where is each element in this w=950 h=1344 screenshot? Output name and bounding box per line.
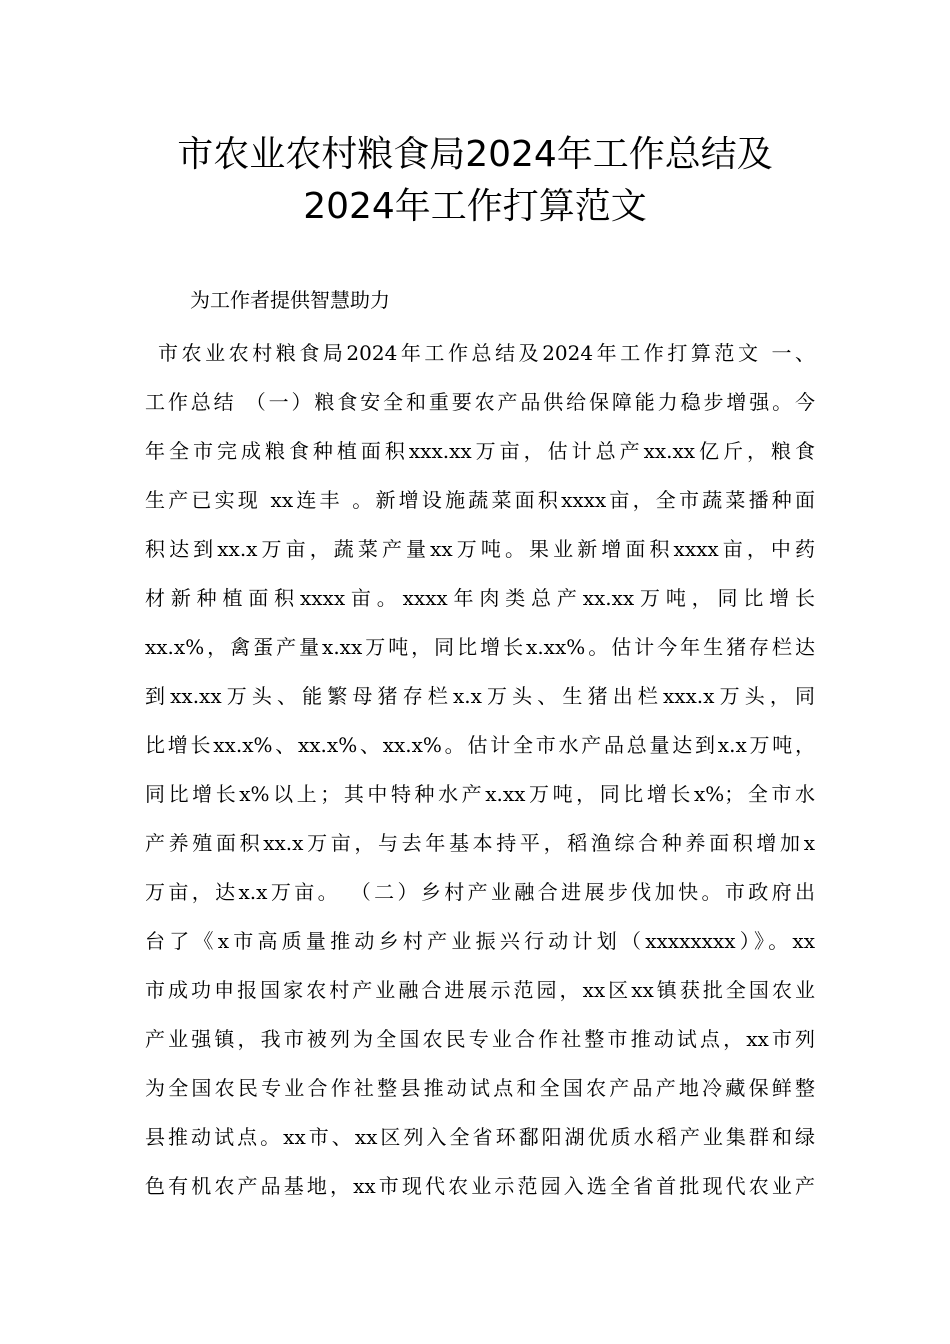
body-line: 市成功申报国家农村产业融合进展示范园，xx区xx镇获批全国农业 bbox=[145, 978, 815, 1002]
body-line: 产业强镇，我市被列为全国农民专业合作社整市推动试点，xx市列 bbox=[145, 1027, 815, 1051]
body-line: 到xx.xx万头、能繁母猪存栏x.x万头、生猪出栏xxx.x万头，同 bbox=[145, 684, 815, 708]
body-line: xx.x%，禽蛋产量x.xx万吨，同比增长x.xx%。估计今年生猪存栏达 bbox=[145, 635, 815, 659]
body-line: 万亩，达x.x万亩。 （二）乡村产业融合进展步伐加快。市政府出 bbox=[145, 880, 815, 904]
document-title-line-2: 2024年工作打算范文 bbox=[303, 186, 647, 227]
body-line: 同比增长x%以上；其中特种水产x.xx万吨，同比增长x%；全市水 bbox=[145, 782, 815, 806]
body-line: 为全国农民专业合作社整县推动试点和全国农产品产地冷藏保鲜整 bbox=[145, 1076, 815, 1100]
body-line: 工作总结 （一）粮食安全和重要农产品供给保障能力稳步增强。今 bbox=[145, 390, 815, 414]
body-line: 县推动试点。xx市、xx区列入全省环鄱阳湖优质水稻产业集群和绿 bbox=[145, 1125, 815, 1149]
body-line: 积达到xx.x万亩，蔬菜产量xx万吨。果业新增面积xxxx亩，中药 bbox=[145, 537, 815, 561]
body-line: 材新种植面积xxxx亩。xxxx年肉类总产xx.xx万吨，同比增长 bbox=[145, 586, 815, 610]
body-line: 市农业农村粮食局2024年工作总结及2024年工作打算范文 一、 bbox=[158, 341, 815, 365]
document-title-line-1: 市农业农村粮食局2024年工作总结及 bbox=[177, 134, 773, 175]
body-line: 比增长xx.x%、xx.x%、xx.x%。估计全市水产品总量达到x.x万吨， bbox=[145, 733, 815, 757]
body-line: 生产已实现 xx连丰 。新增设施蔬菜面积xxxx亩，全市蔬菜播种面 bbox=[145, 488, 815, 512]
document-subtitle: 为工作者提供智慧助力 bbox=[190, 288, 390, 312]
body-line: 台了《x市高质量推动乡村产业振兴行动计划（xxxxxxxx）》。xx bbox=[145, 929, 815, 953]
body-line: 产养殖面积xx.x万亩，与去年基本持平，稻渔综合种养面积增加x bbox=[145, 831, 815, 855]
body-line: 年全市完成粮食种植面积xxx.xx万亩，估计总产xx.xx亿斤，粮食 bbox=[145, 439, 815, 463]
body-line: 色有机农产品基地，xx市现代农业示范园入选全省首批现代农业产 bbox=[145, 1174, 815, 1198]
